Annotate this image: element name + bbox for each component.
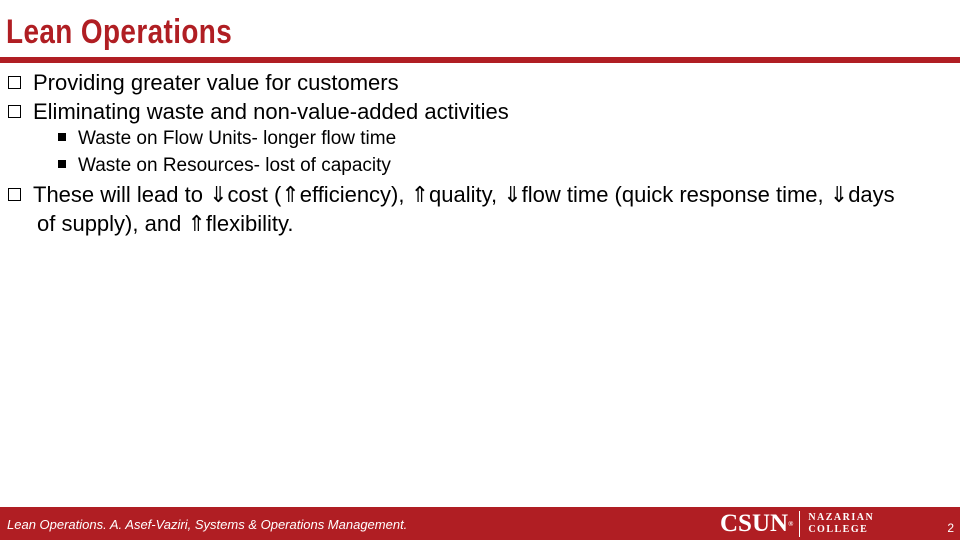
page-number: 2	[947, 521, 954, 535]
filled-square-bullet-icon	[58, 133, 66, 141]
csun-logo	[720, 511, 874, 537]
logo-college-text: NAZARIAN COLLEGE	[808, 512, 875, 535]
bullet-3	[8, 180, 895, 238]
bullet-1-text: Providing greater value for customers	[33, 70, 399, 95]
sub-bullet-1	[58, 126, 396, 152]
bullet-2-text: Eliminating waste and non-value-added activities	[33, 99, 509, 124]
logo-csun-text: CSUN®	[720, 510, 794, 537]
sub-bullet-1-text: Waste on Flow Units- longer flow time	[78, 128, 397, 149]
hollow-square-bullet-icon	[8, 105, 21, 118]
hollow-square-bullet-icon	[8, 76, 21, 89]
hollow-square-bullet-icon	[8, 188, 21, 201]
footer-bar	[0, 507, 960, 540]
bullet-3-text: These will lead to ⇓cost (⇑efficiency), ⇑quality, ⇓flow time (quick response time, ⇓days	[33, 182, 895, 207]
bullet-2	[8, 97, 509, 126]
bullet-1	[8, 68, 399, 97]
sub-bullet-2	[58, 153, 391, 179]
sub-bullet-2-text: Waste on Resources- lost of capacity	[78, 155, 391, 176]
title-rule	[0, 57, 960, 63]
footer-text: Lean Operations. A. Asef-Vaziri, Systems & Operations Management.	[7, 517, 408, 532]
logo-divider	[799, 511, 800, 537]
slide-title: Lean Operations	[6, 13, 233, 51]
bullet-3-continuation: of supply), and ⇑flexibility.	[37, 211, 294, 236]
filled-square-bullet-icon	[58, 160, 66, 168]
